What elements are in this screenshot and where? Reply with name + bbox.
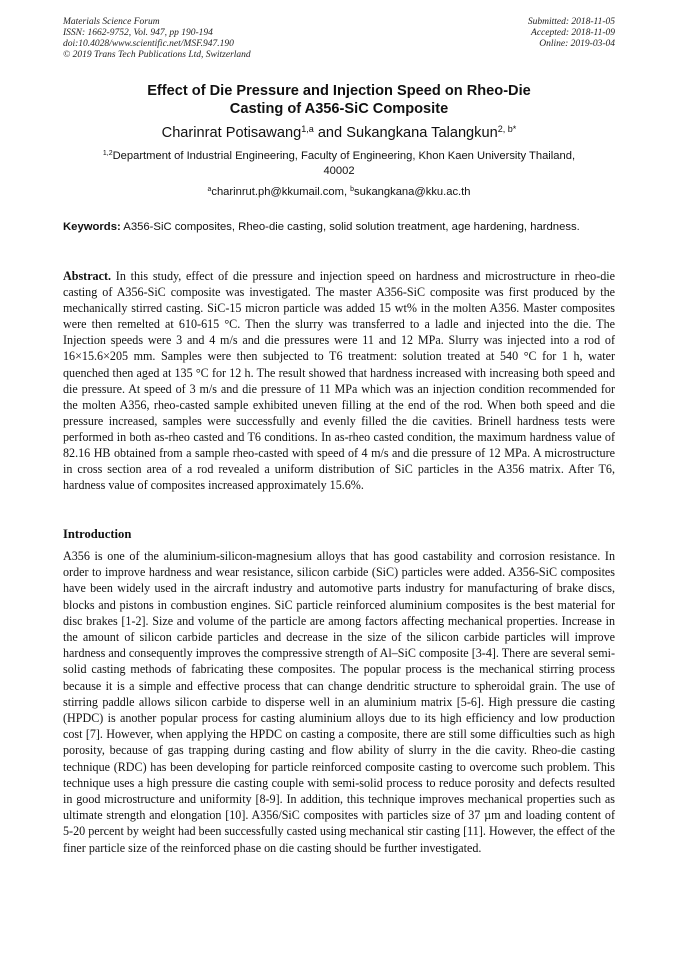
email-b-marker: b [350,186,355,194]
author-2: Sukangkana Talangkun [346,125,498,141]
keywords [63,220,615,235]
affiliation [63,149,615,179]
introduction-text: A356 is one of the aluminium-silicon-magnesium alloys that has good castability and corrosion resistance. In order to improve hardness and wear resistance, silicon carbide (SiC) particles were added. A356-SiC composites have been widely used in the aircraft industry and automotive parts industry for manufacturing of brake discs, blocks and pistons in combustion engines. SiC particle reinforced aluminium composites is the best material for disc brakes [1-2]. Size and volume of the particle are among factors affecting mechanical properties. Increase in the amount of silicon carbide particles and decrease in the size of the silicon carbide particles will improve hardness and consequently improves the compressive strength of Al–SiC composite [3-4]. There are several semi-solid casting methods of fabricating these composites. The popular process is the mechanical stirring process because it is a simple and effective process that can change dendritic structure to spheroidal grain. The use of stirring paddle allows silicon carbide to disperse well in an aluminium matrix [5-6]. High pressure die casting (HPDC) is another popular process for casting aluminium alloys due to its high efficiency and low production cost [7]. However, when applying the HPDC on casting a composite, there are still some difficulties such as high porosity, because of gas trapping during casting and flow ability of slurry in the die cavity. Rheo-die casting technique (RDC) has been developing for particle reinforced composite casting to overcome such problem. This technique uses a high pressure die casting couple with semi-solid process to reduce porosity and defects resulted in good microstructure and uniformity [8-9]. In addition, this technique improves mechanical properties such as ultimate strength and elongation [10]. A356/SiC composites with particles size of 37 µm and loading content of 5-20 percent by weight had been successfully casted using mechanical stir casting [11]. However, the effect of the finer particle size of the reinforced phase on die casting should be further investigated. [63,549,615,855]
affiliation-text: Department of Industrial Engineering, Faculty of Engineering, Khon Kaen University Thailand, [112,150,576,162]
submission-dates [528,17,615,50]
title-line-2: Casting of A356-SiC Composite [229,101,449,117]
journal-name: Materials Science Forum [63,17,160,27]
affiliation-marker: 1,2 [102,150,113,158]
journal-header [63,17,251,61]
introduction-heading: Introduction [63,527,132,541]
author-conjunction: and [313,125,347,141]
email-a-marker: a [207,186,212,194]
abstract [63,268,615,493]
journal-doi: doi:10.4028/www.scientific.net/MSF.947.190 [63,39,234,49]
submitted-date: Submitted: 2018-11-05 [527,17,615,27]
journal-issn: ISSN: 1662-9752, Vol. 947, pp 190-194 [63,28,213,38]
keywords-text: A356-SiC composites, Rheo-die casting, solid solution treatment, age hardening, hardness. [120,221,580,233]
abstract-label: Abstract. [63,269,112,283]
abstract-text: In this study, effect of die pressure and injection speed on hardness and microstructure in rheo-die casting of A356-SiC composite was investigated. The master A356-SiC composite was first produced by the mechanically stirred casting. SiC-15 micron particle was added 15 wt% in the molten A356. Master composites were then remelted at 610-615 °C. Then the slurry was transferred to a ladle and injected into the die. The Injection speeds were 3 and 4 m/s and die pressures were 11 and 12 MPa. Slurry was injected into a rod of 16×15.6×205 mm. Samples were then subjected to T6 treatment: solution treated at 540 °C for 1 h, water quenched then aged at 135 °C for 12 h. The result showed that hardness increased with increasing both speed and die pressure. At speed of 3 m/s and die pressure of 11 MPa which was an injection condition recommended for the molten A356, rheo-casted sample exhibited uneven filling at the end of the rod. When both speed and die pressure increased, samples were successfully and evenly filled the die cavities. Brinell hardness tests were performed in both as-rheo casted and T6 conditions. In as-rheo casted condition, the maximum hardness value of 82.16 HB obtained from a sample rheo-casted with speed of 4 m/s and die pressure of 12 MPa. A microstructure in cross section area of a rod revealed a uniform distribution of SiC particles in the A356 matrix. After T6, hardness value of composites increased approximately 15.6%. [63,269,615,493]
paper-title [63,82,615,118]
author-emails [63,185,615,200]
author-2-affil: 2, b* [497,124,517,135]
affiliation-postcode: 40002 [323,165,355,177]
online-date: Online: 2019-03-04 [539,39,615,49]
journal-copyright: © 2019 Trans Tech Publications Ltd, Switzerland [63,50,251,60]
author-list [63,124,615,142]
email-a: charinrut.ph@kkumail.com, [211,186,351,198]
author-1: Charinrat Potisawang [161,125,302,141]
email-b: sukangkana@kku.ac.th [354,186,471,198]
keywords-label: Keywords: [63,221,121,233]
accepted-date: Accepted: 2018-11-09 [531,28,615,38]
title-line-1: Effect of Die Pressure and Injection Speed on Rheo-Die [147,83,531,99]
author-1-affil: 1,a [301,124,314,135]
